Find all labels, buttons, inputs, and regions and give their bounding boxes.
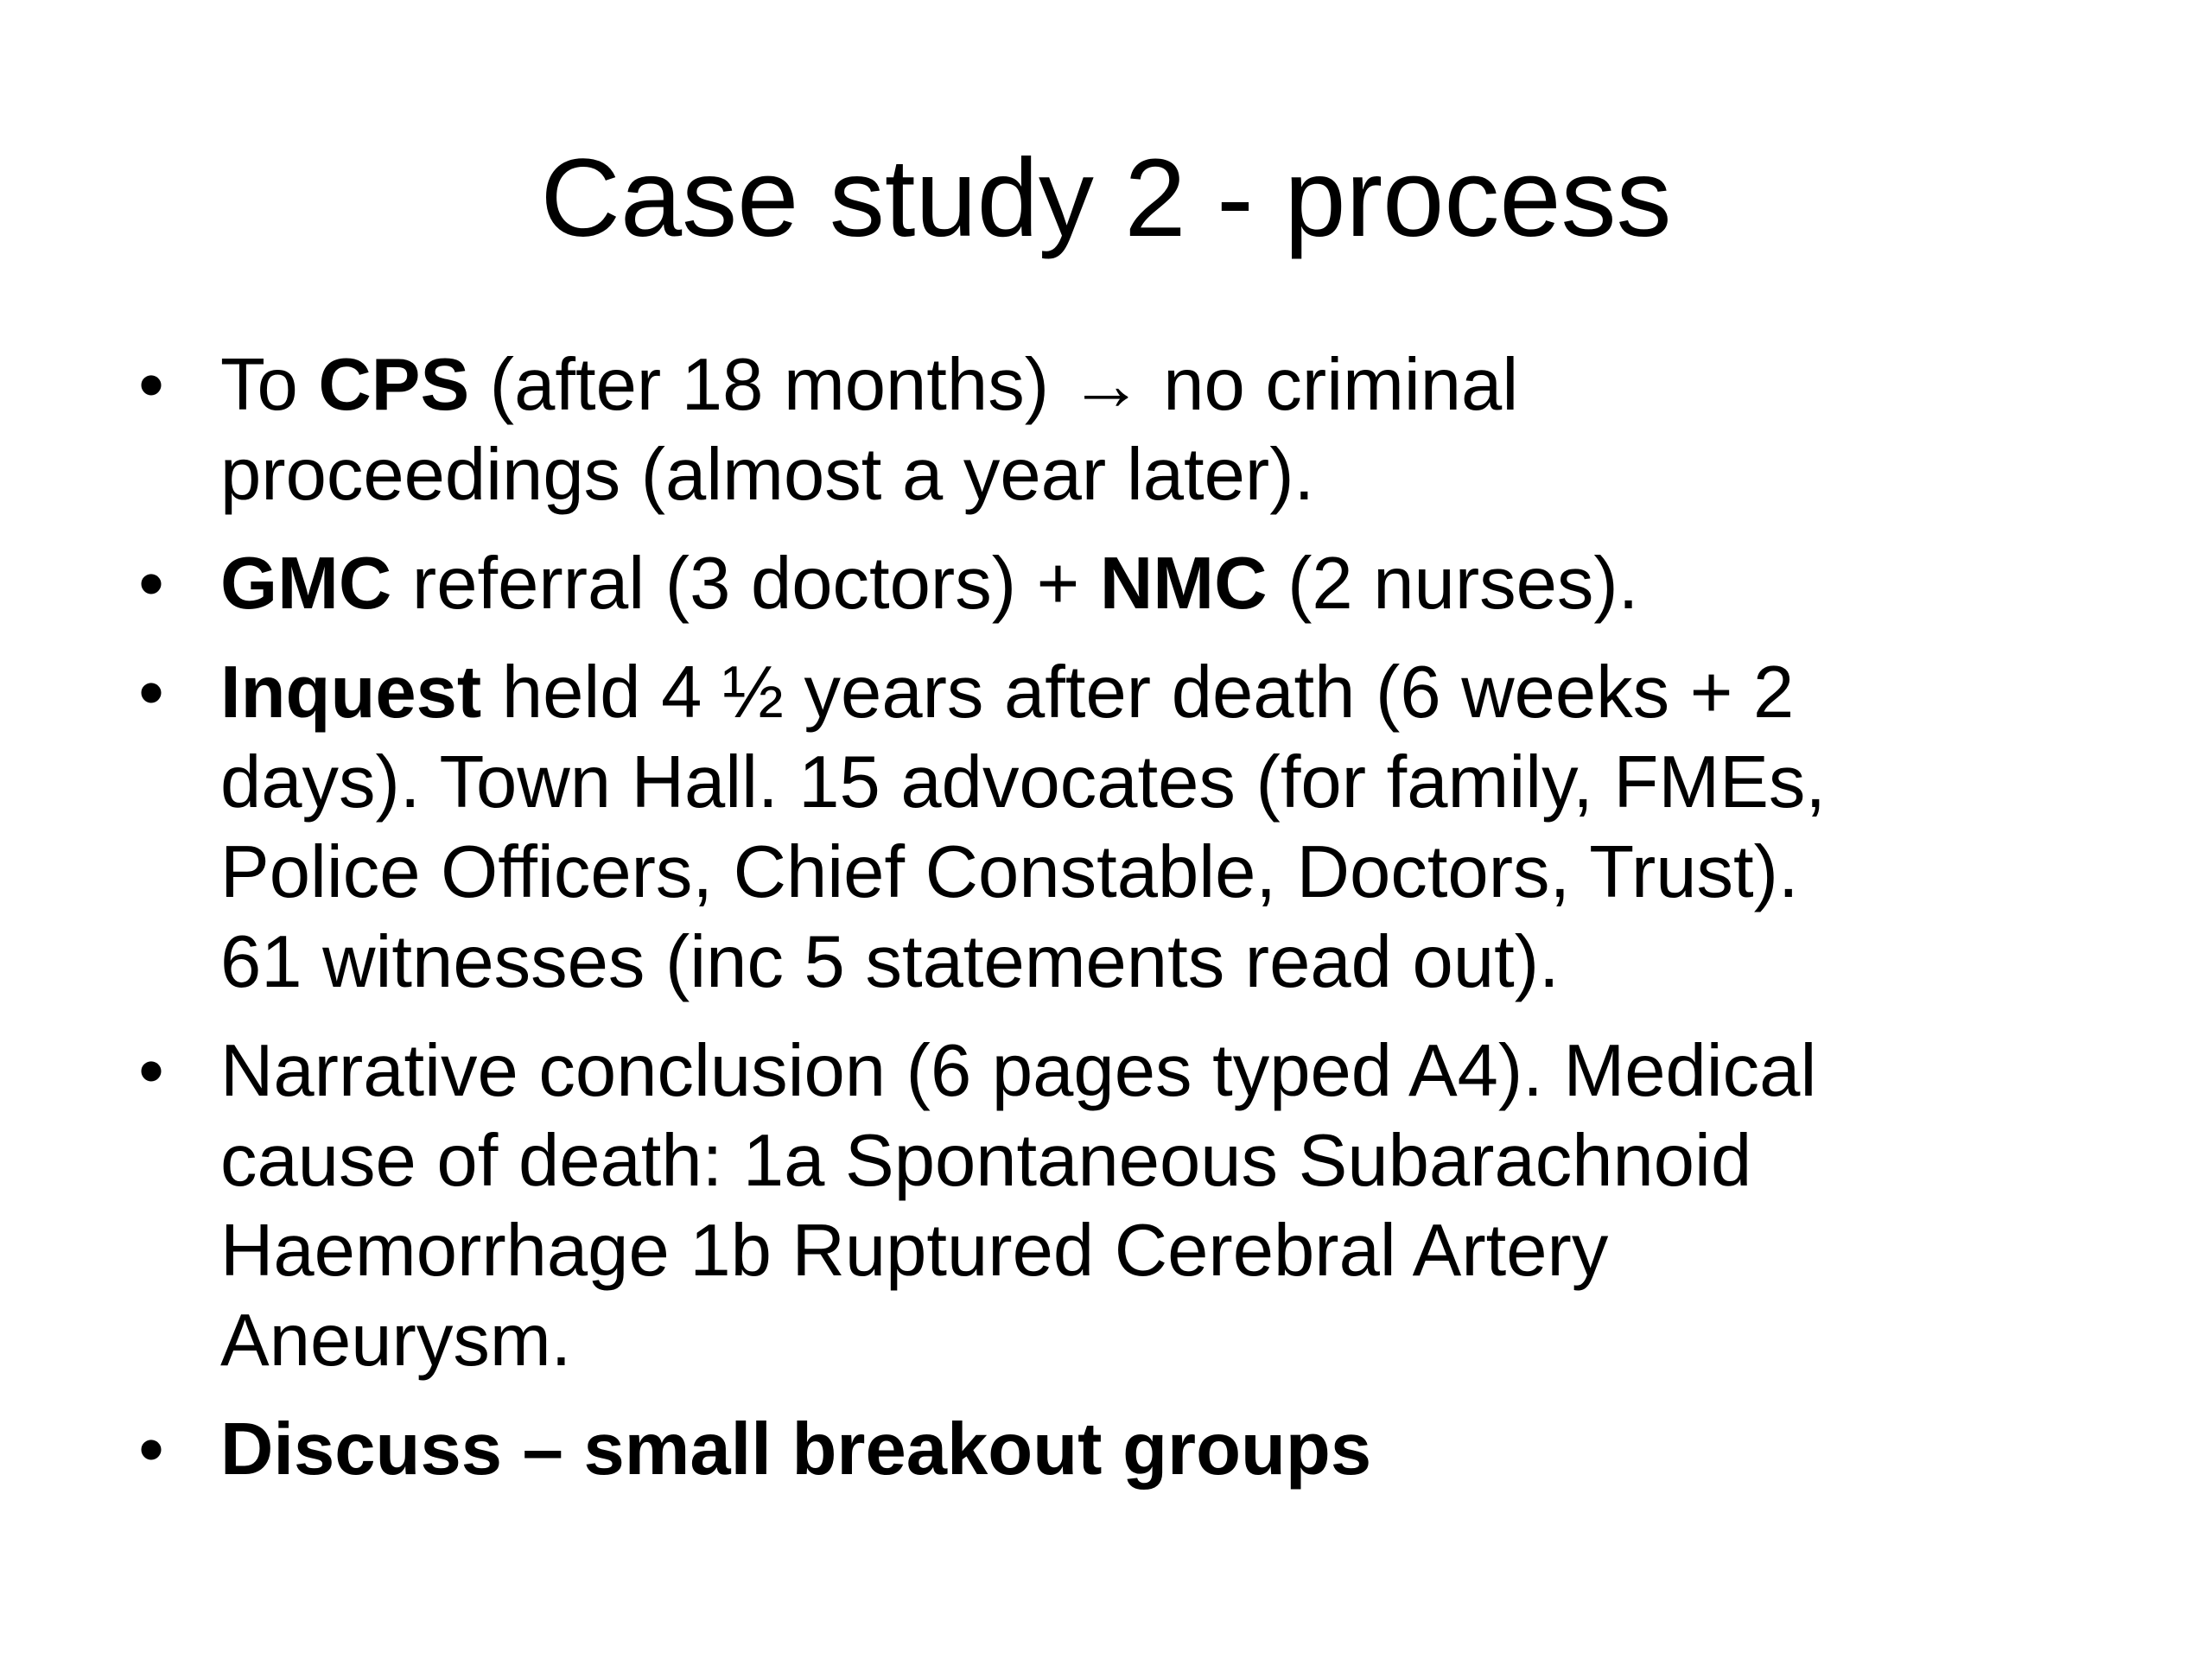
- bullet-item-discuss: [134, 1405, 2121, 1495]
- bullet-icon: •: [138, 1408, 164, 1491]
- bullet-item-cps: [134, 340, 2121, 520]
- bullet-line: [220, 1405, 2121, 1495]
- bold-term-discuss: Discuss – small breakout groups: [220, 1408, 1372, 1491]
- bold-term-inquest: Inquest: [220, 652, 482, 734]
- bullet-item-gmc-nmc: [134, 539, 2121, 629]
- bullet-line: cause of death: 1a Spontaneous Subarachnoid: [220, 1120, 1752, 1202]
- bullet-icon: •: [138, 344, 164, 426]
- bullet-item-narrative: [134, 1027, 2121, 1386]
- bullet-line: 61 witnesses (inc 5 statements read out).: [220, 921, 1560, 1003]
- bullet-line: [220, 539, 2121, 629]
- text-segment: To: [220, 344, 319, 426]
- text-segment: held 4 ½ years after death (6 weeks + 2: [481, 652, 1795, 734]
- bullet-item-inquest: [134, 648, 2121, 1007]
- bullet-line: [220, 340, 2121, 430]
- bullet-icon: •: [138, 652, 164, 734]
- bullet-line: Haemorrhage 1b Ruptured Cerebral Artery: [220, 1210, 1609, 1292]
- bullet-list: [134, 340, 2121, 1514]
- bullet-line: days). Town Hall. 15 advocates (for family, FMEs,: [220, 741, 1827, 823]
- text-segment: (2 nurses).: [1267, 543, 1639, 625]
- bullet-line: Police Officers, Chief Constable, Doctors, Trust).: [220, 831, 1799, 913]
- slide-title: Case study 2 - process: [540, 137, 1672, 260]
- bold-term-gmc: GMC: [220, 543, 392, 625]
- bullet-icon: •: [138, 543, 164, 625]
- bullet-icon: •: [138, 1030, 164, 1112]
- bullet-line: proceedings (almost a year later).: [220, 434, 1315, 516]
- bold-term-nmc: NMC: [1099, 543, 1268, 625]
- bold-term-cps: CPS: [318, 344, 470, 426]
- bullet-line: Aneurysm.: [220, 1300, 572, 1382]
- text-segment: referral (3 doctors) +: [391, 543, 1100, 625]
- text-segment: (after 18 months) → no criminal: [469, 344, 1519, 426]
- bullet-line: Narrative conclusion (6 pages typed A4). Medical: [220, 1030, 1817, 1112]
- bullet-line: [220, 648, 2121, 738]
